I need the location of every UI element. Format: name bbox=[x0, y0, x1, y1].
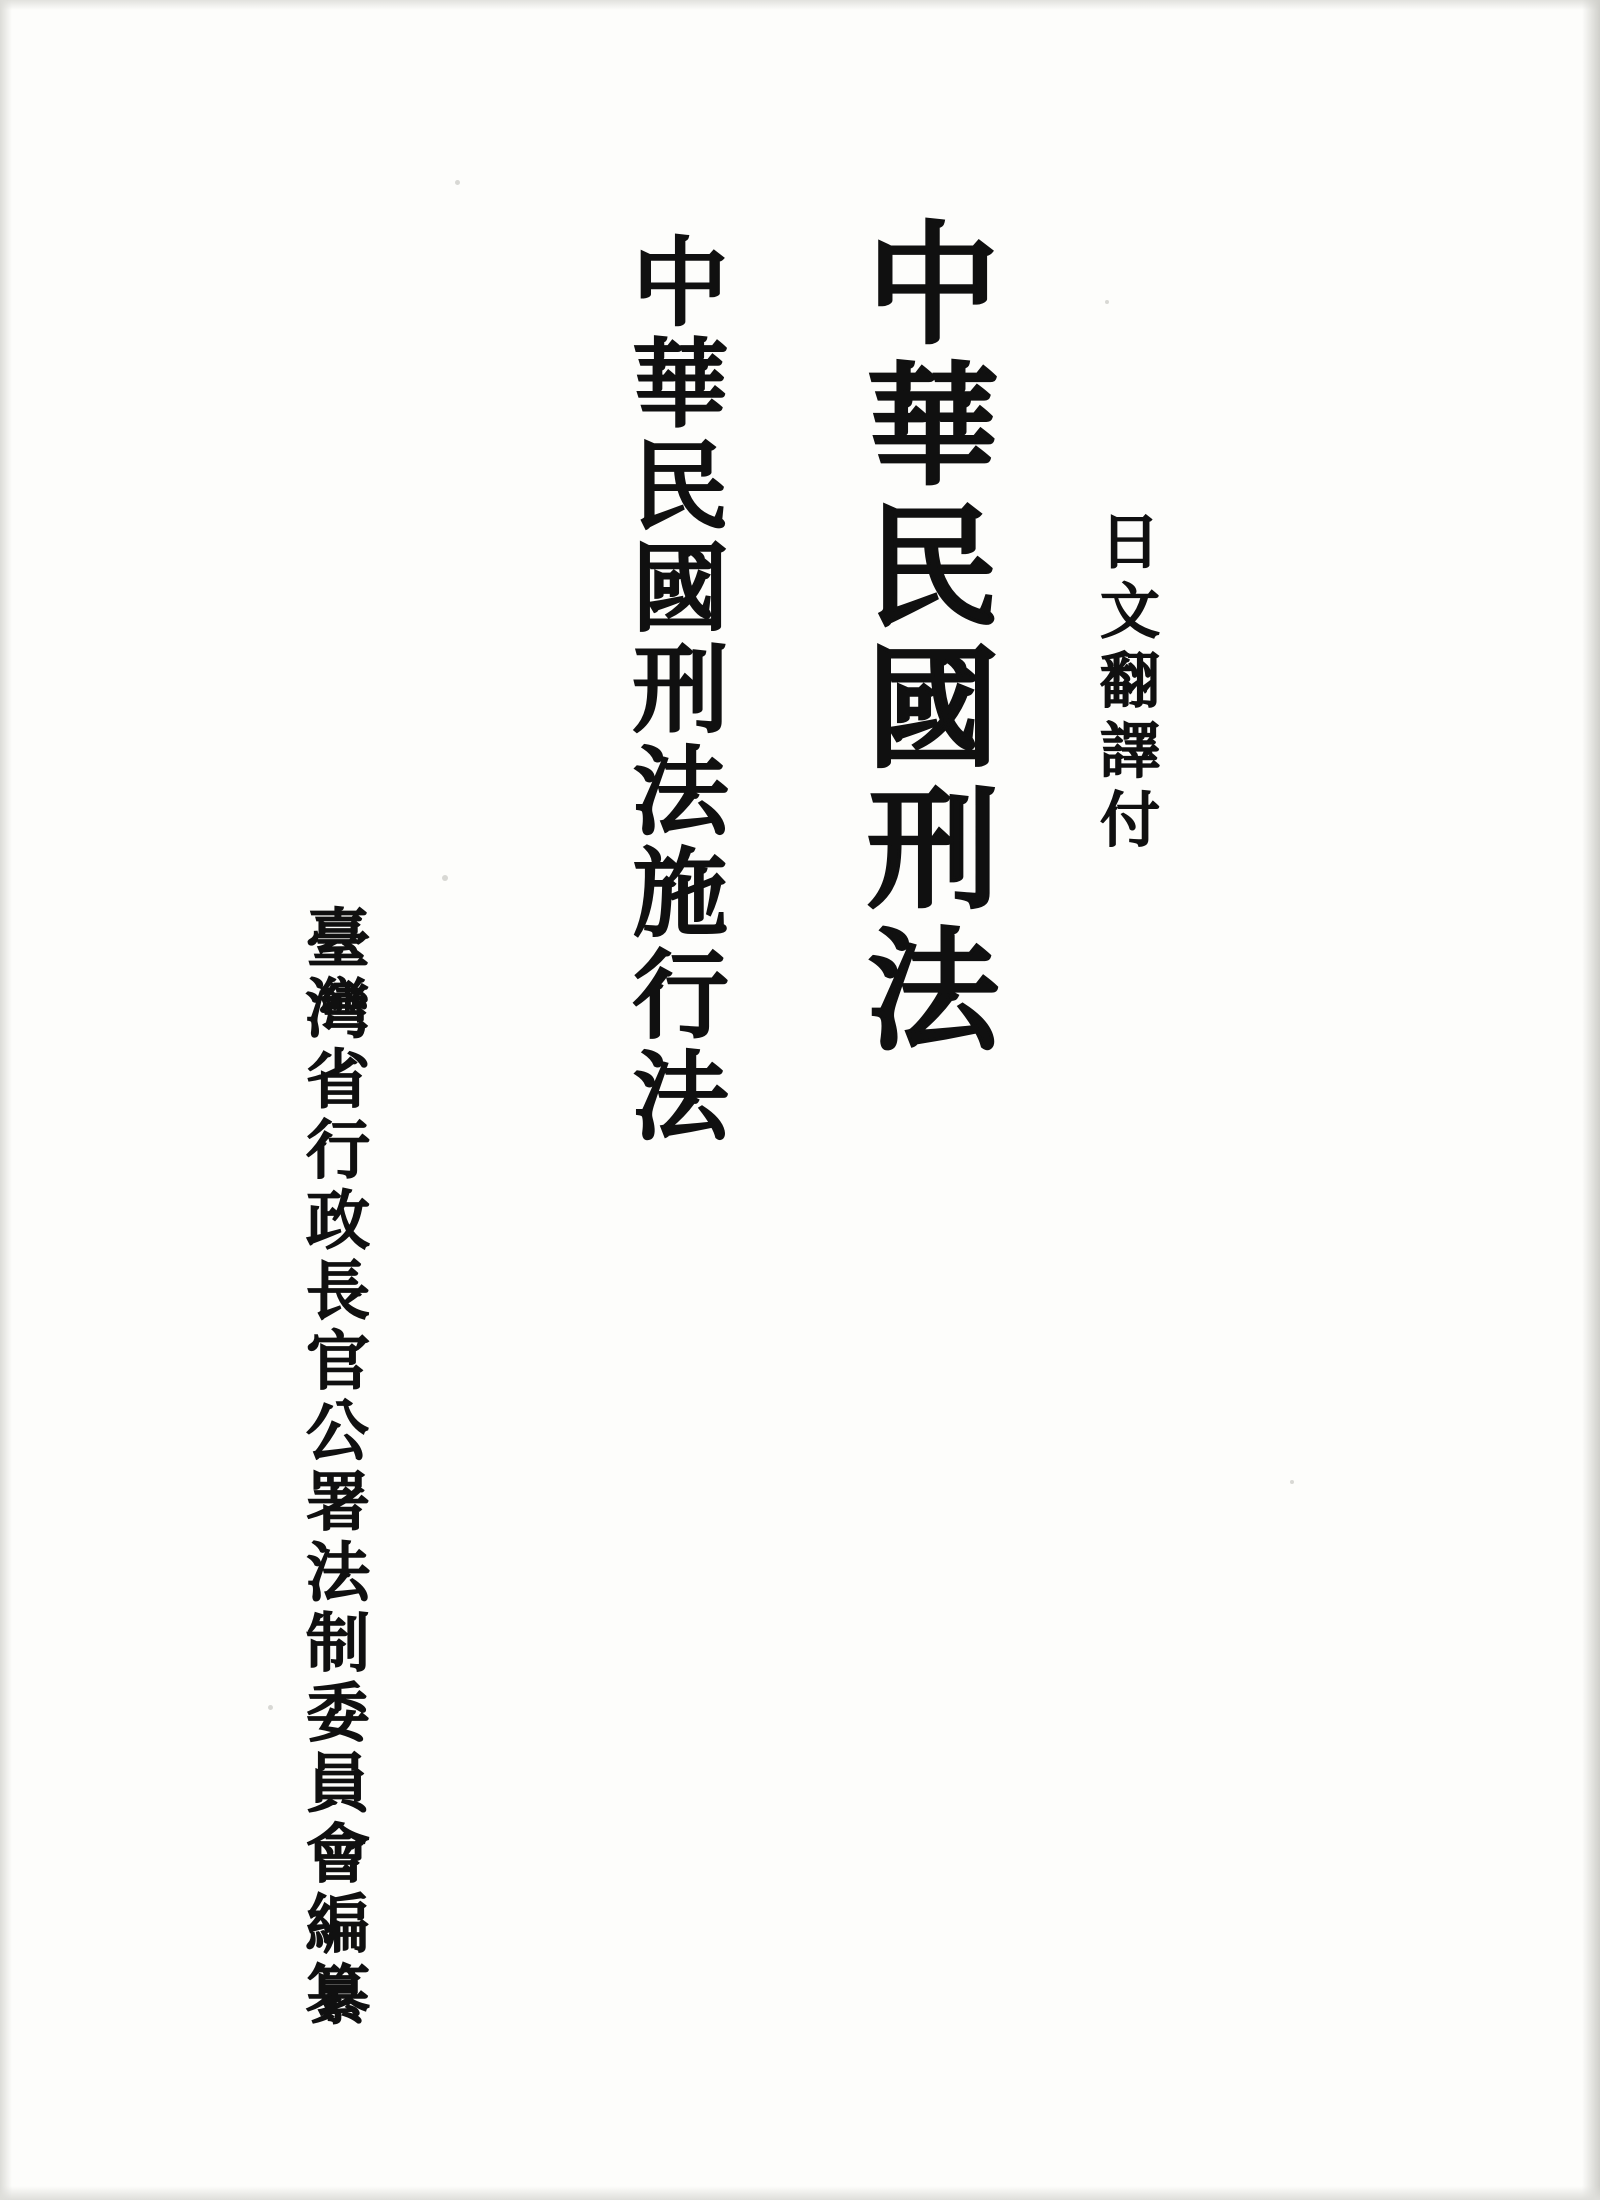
page-subtitle: 中華民國刑法施行法 bbox=[617, 232, 730, 1148]
scan-speckle bbox=[455, 180, 460, 185]
page-edge-shadow-left bbox=[0, 0, 12, 2200]
page-edge-shadow-top bbox=[0, 0, 1600, 10]
scan-speckle bbox=[1105, 300, 1109, 304]
scan-speckle bbox=[442, 875, 448, 881]
publisher-line: 臺灣省行政長官公署法制委員會編纂 bbox=[295, 905, 370, 2032]
scan-speckle bbox=[268, 1705, 273, 1710]
page-edge-shadow-right bbox=[1582, 0, 1600, 2200]
page-edge-shadow-bottom bbox=[0, 2186, 1600, 2200]
scan-speckle bbox=[1290, 1480, 1294, 1484]
page-title: 中華民國刑法 bbox=[844, 215, 999, 1063]
translation-note: 日文翻譯付 bbox=[1090, 510, 1160, 858]
